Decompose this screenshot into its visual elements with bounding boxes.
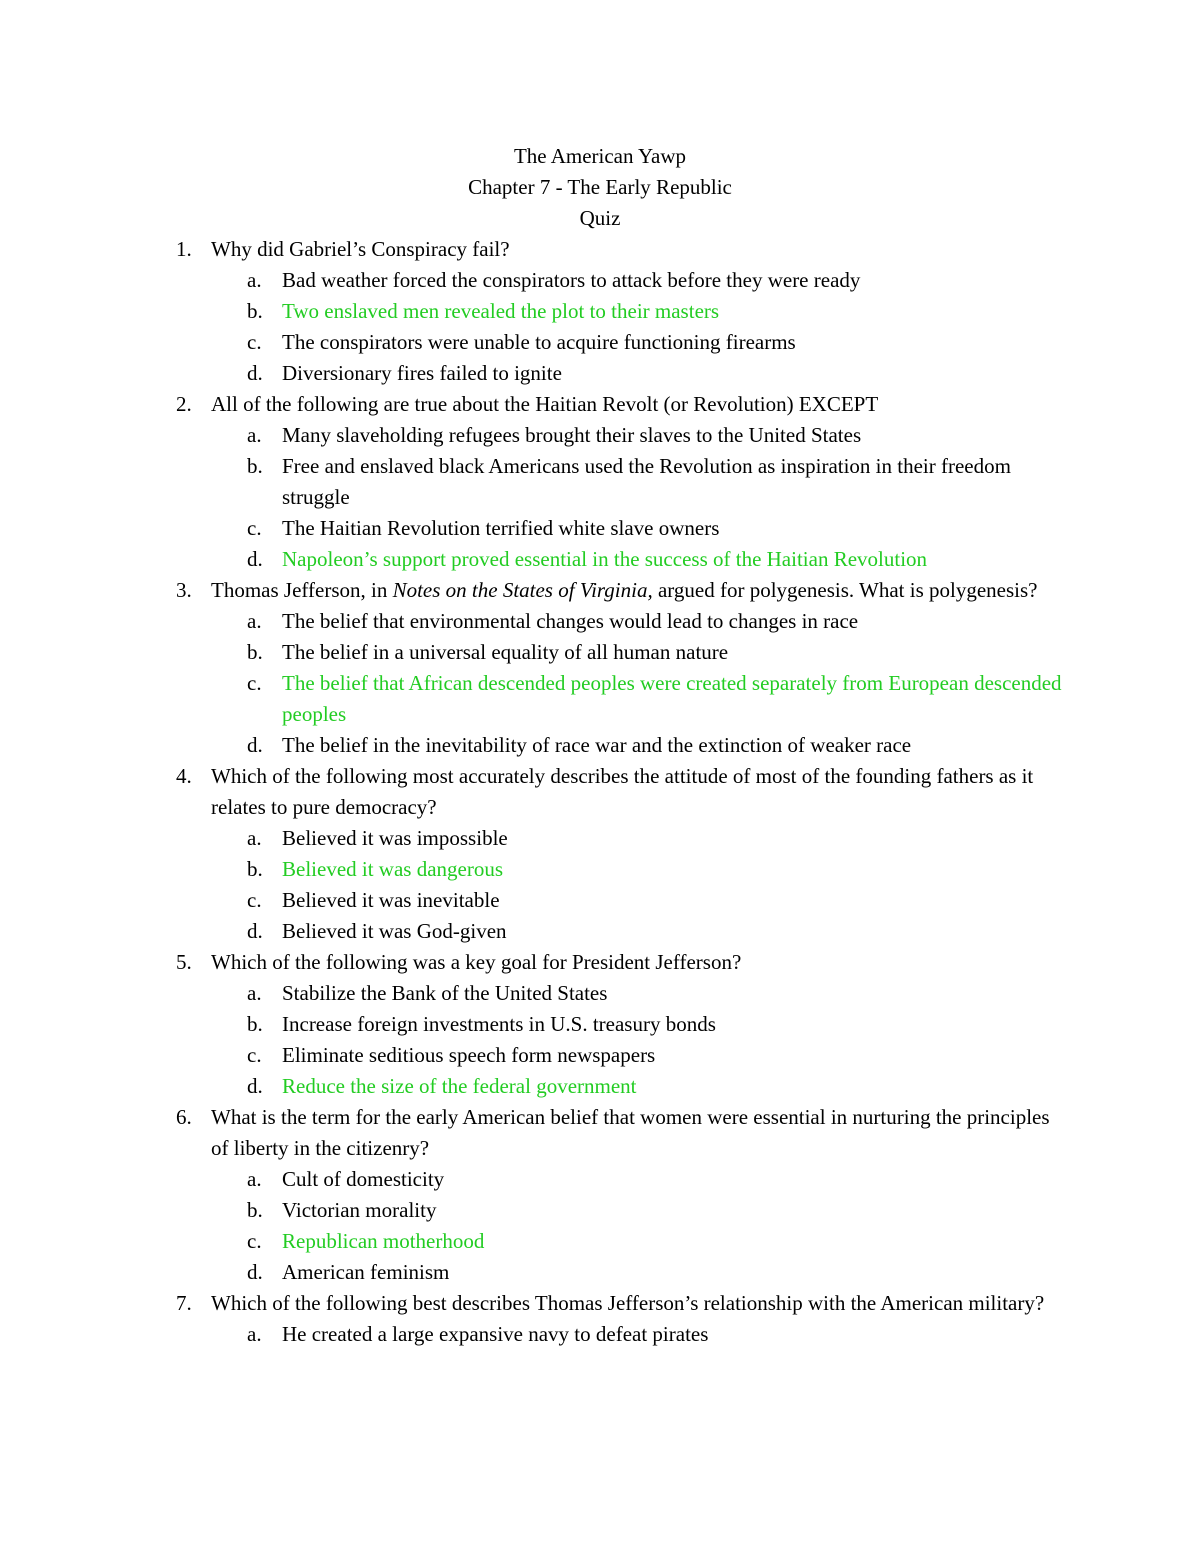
option-letter: a. xyxy=(247,1322,262,1346)
option-letter: a. xyxy=(247,981,262,1005)
option-letter: c. xyxy=(247,330,262,354)
question xyxy=(0,234,1061,265)
answer-option xyxy=(0,606,1062,637)
option-text: Believed it was impossible xyxy=(282,826,508,850)
question-number: 4. xyxy=(176,764,192,788)
option-letter: a. xyxy=(247,826,262,850)
book-title: Notes on the States of Virginia, xyxy=(392,578,653,602)
question xyxy=(0,1102,1061,1164)
question xyxy=(0,1288,1061,1319)
option-text: The belief in a universal equality of all human nature xyxy=(282,640,729,664)
answer-option-correct xyxy=(0,1071,1062,1102)
option-text: Many slaveholding refugees brought their slaves to the United States xyxy=(282,423,862,447)
answer-option xyxy=(0,513,1062,544)
answer-option-correct xyxy=(0,544,1062,575)
option-text: American feminism xyxy=(282,1260,450,1284)
answer-option-correct xyxy=(0,1226,1062,1257)
option-letter: c. xyxy=(247,516,262,540)
option-text: The belief that African descended peoples were created separately from European descended peoples xyxy=(282,671,1062,726)
option-text: The Haitian Revolution terrified white slave owners xyxy=(282,516,720,540)
question-text: Which of the following most accurately describes the attitude of most of the founding fathers as it relates to pure democracy? xyxy=(211,764,1034,819)
option-text: Stabilize the Bank of the United States xyxy=(282,981,608,1005)
question-number: 5. xyxy=(176,950,192,974)
question-number: 2. xyxy=(176,392,192,416)
question-number: 1. xyxy=(176,237,192,261)
option-letter: c. xyxy=(247,671,262,695)
answer-option xyxy=(0,1009,1062,1040)
answer-option xyxy=(0,1257,1062,1288)
question-text: Why did Gabriel’s Conspiracy fail? xyxy=(211,237,510,261)
option-text: Victorian morality xyxy=(282,1198,437,1222)
question-number: 7. xyxy=(176,1291,192,1315)
answer-option xyxy=(0,1164,1062,1195)
option-text: Believed it was God-given xyxy=(282,919,507,943)
option-letter: d. xyxy=(247,361,263,385)
question-text: Thomas Jefferson, in xyxy=(211,578,393,602)
answer-option xyxy=(0,327,1062,358)
option-text: Increase foreign investments in U.S. treasury bonds xyxy=(282,1012,716,1036)
option-letter: d. xyxy=(247,1074,263,1098)
question xyxy=(0,389,1061,420)
option-letter: a. xyxy=(247,423,262,447)
answer-option-correct xyxy=(0,854,1062,885)
option-letter: b. xyxy=(247,454,263,478)
answer-option xyxy=(0,730,1062,761)
option-text: The conspirators were unable to acquire functioning firearms xyxy=(282,330,796,354)
option-letter: a. xyxy=(247,609,262,633)
option-text: He created a large expansive navy to defeat pirates xyxy=(282,1322,709,1346)
option-letter: b. xyxy=(247,857,263,881)
option-letter: a. xyxy=(247,268,262,292)
question-text-continued: argued for polygenesis. What is polygenesis? xyxy=(652,578,1038,602)
option-text: Eliminate seditious speech form newspapers xyxy=(282,1043,656,1067)
option-text: Napoleon’s support proved essential in the success of the Haitian Revolution xyxy=(282,547,928,571)
answer-option xyxy=(0,451,1062,513)
answer-option xyxy=(0,978,1062,1009)
question xyxy=(0,761,1061,823)
document-title: The American Yawp xyxy=(513,144,687,168)
option-text: Republican motherhood xyxy=(282,1229,485,1253)
option-letter: b. xyxy=(247,1198,263,1222)
answer-option xyxy=(0,823,1062,854)
answer-option xyxy=(0,885,1062,916)
option-text: The belief that environmental changes would lead to changes in race xyxy=(282,609,859,633)
option-letter: d. xyxy=(247,1260,263,1284)
option-letter: b. xyxy=(247,299,263,323)
answer-option-correct xyxy=(0,668,1062,730)
question-number: 6. xyxy=(176,1105,192,1129)
option-text: Believed it was dangerous xyxy=(282,857,504,881)
answer-option xyxy=(0,916,1062,947)
question xyxy=(0,575,1061,606)
answer-option xyxy=(0,358,1062,389)
question-text: All of the following are true about the Haitian Revolt (or Revolution) EXCEPT xyxy=(211,392,879,416)
quiz-label: Quiz xyxy=(579,206,621,230)
option-text: Bad weather forced the conspirators to attack before they were ready xyxy=(282,268,861,292)
option-letter: c. xyxy=(247,888,262,912)
question xyxy=(0,947,1061,978)
answer-option xyxy=(0,265,1062,296)
option-text: Two enslaved men revealed the plot to their masters xyxy=(282,299,720,323)
answer-option xyxy=(0,637,1062,668)
option-text: Cult of domesticity xyxy=(282,1167,445,1191)
quiz-list xyxy=(0,234,1200,1350)
answer-option xyxy=(0,1040,1062,1071)
option-text: Reduce the size of the federal government xyxy=(282,1074,637,1098)
document-header xyxy=(0,141,1200,234)
option-text: The belief in the inevitability of race war and the extinction of weaker race xyxy=(282,733,912,757)
option-text: Believed it was inevitable xyxy=(282,888,500,912)
question-text: What is the term for the early American belief that women were essential in nurturing the principles of liberty in the citizenry? xyxy=(211,1105,1050,1160)
chapter-title: Chapter 7 - The Early Republic xyxy=(468,175,732,199)
answer-option xyxy=(0,1319,1062,1350)
question-text: Which of the following was a key goal for President Jefferson? xyxy=(211,950,742,974)
option-letter: d. xyxy=(247,919,263,943)
option-letter: b. xyxy=(247,1012,263,1036)
option-letter: a. xyxy=(247,1167,262,1191)
question-number: 3. xyxy=(176,578,192,602)
option-letter: c. xyxy=(247,1043,262,1067)
option-letter: d. xyxy=(247,547,263,571)
option-text: Free and enslaved black Americans used the Revolution as inspiration in their freedom struggle xyxy=(282,454,1011,509)
option-text: Diversionary fires failed to ignite xyxy=(282,361,562,385)
answer-option xyxy=(0,420,1062,451)
answer-option-correct xyxy=(0,296,1062,327)
question-text: Which of the following best describes Thomas Jefferson’s relationship with the American military? xyxy=(211,1291,1045,1315)
option-letter: d. xyxy=(247,733,263,757)
option-letter: b. xyxy=(247,640,263,664)
option-letter: c. xyxy=(247,1229,262,1253)
answer-option xyxy=(0,1195,1062,1226)
